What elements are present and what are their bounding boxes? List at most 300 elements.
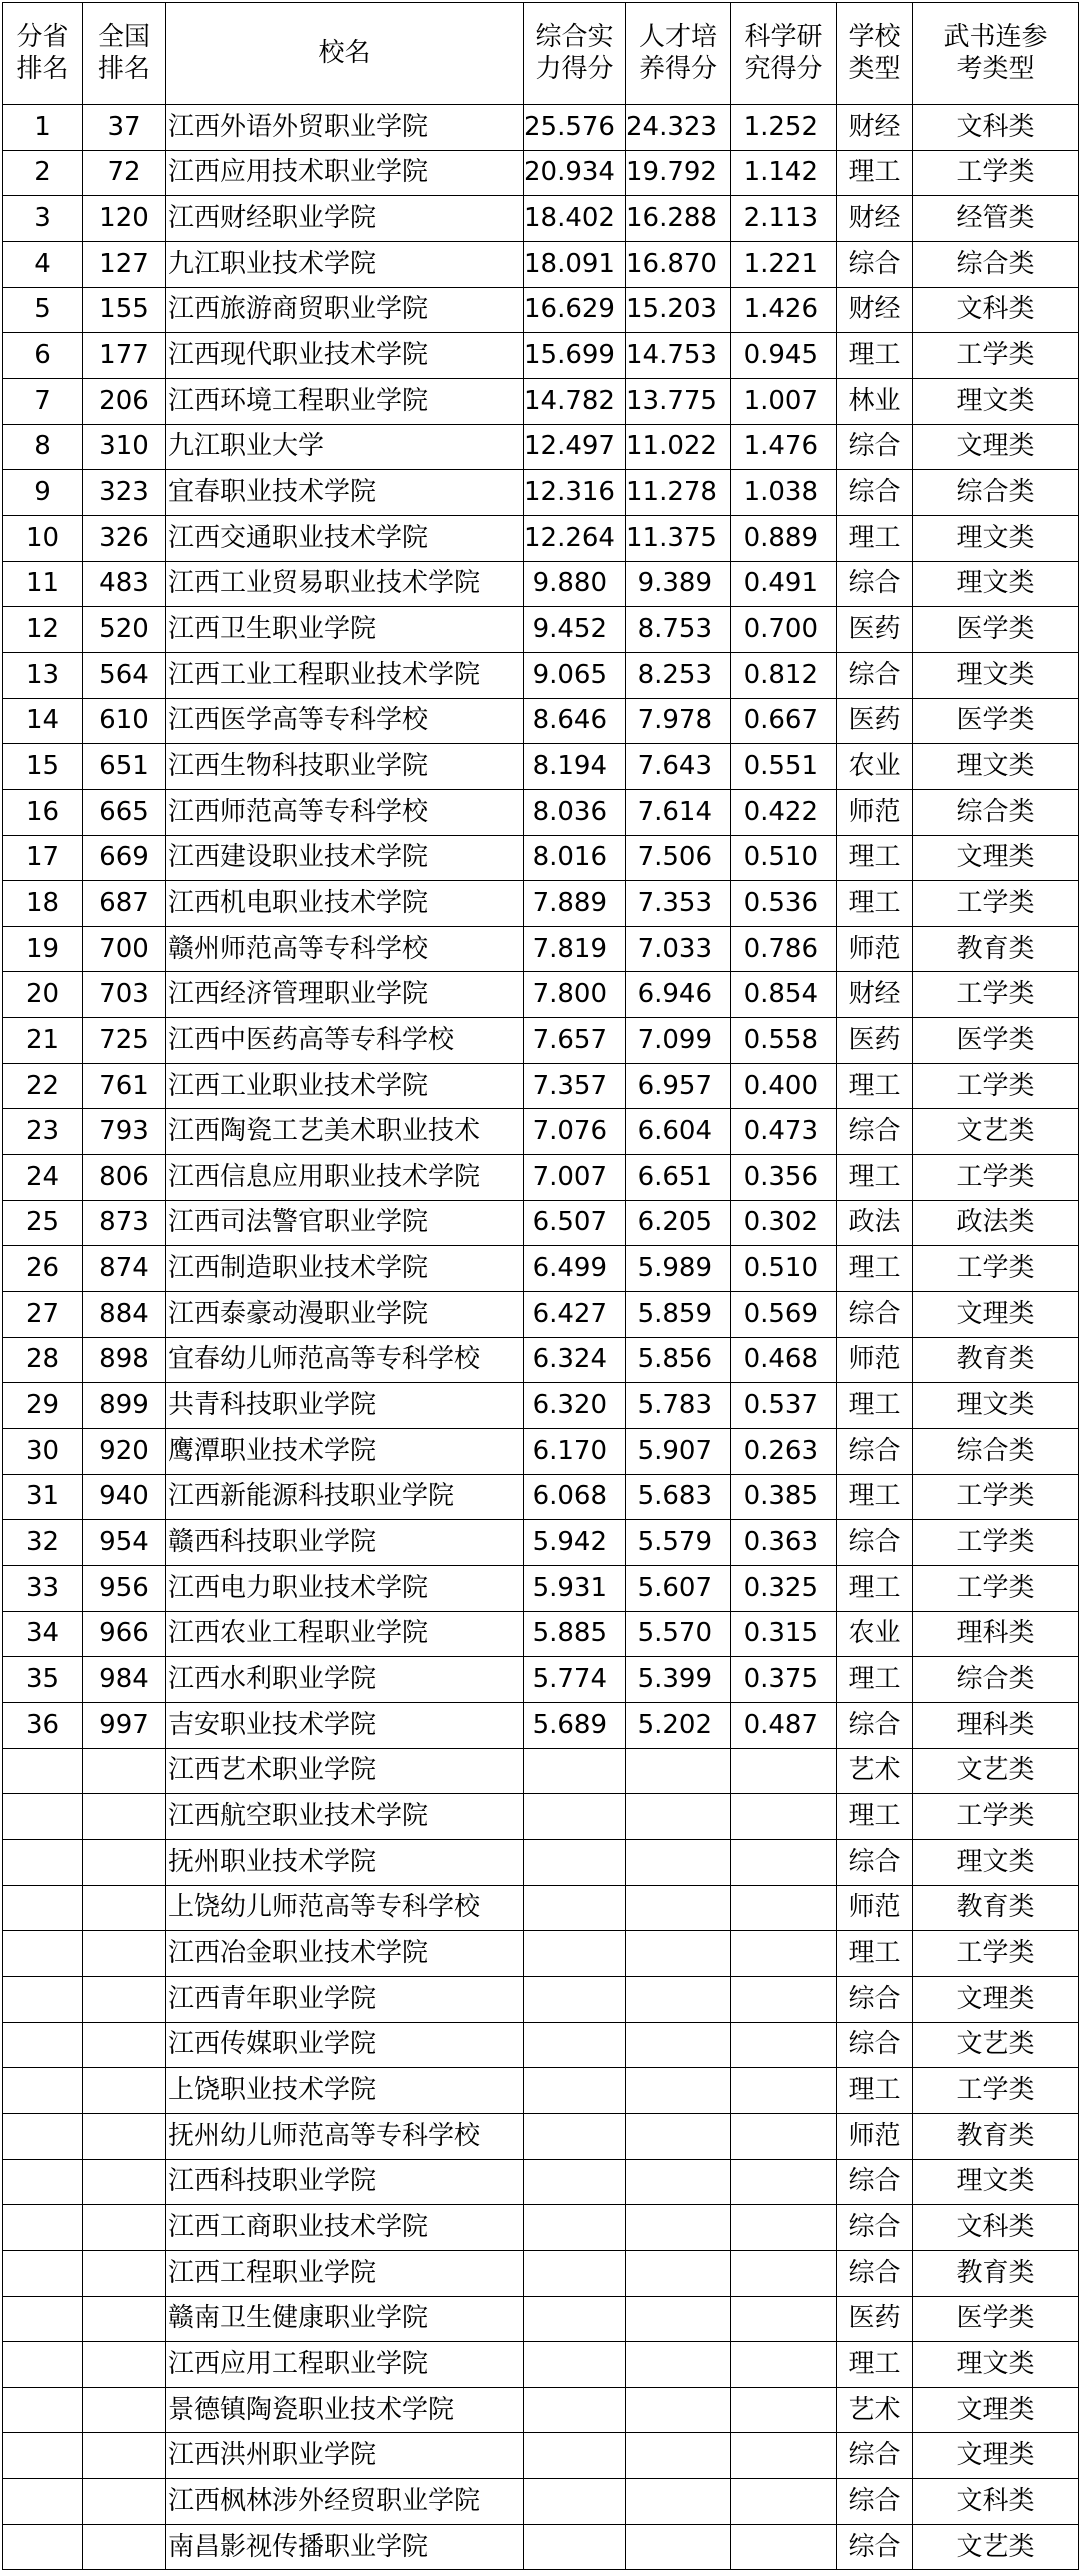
table-row: [3, 1383, 1079, 1429]
cell-total-score: 7.076: [524, 1109, 626, 1155]
cell-school-name: 江西经济管理职业学院: [166, 972, 524, 1018]
cell-wsl-type: 文科类: [913, 287, 1079, 333]
cell-talent-score: 15.203: [626, 287, 731, 333]
cell-total-score: [524, 2524, 626, 2570]
cell-talent-score: 16.288: [626, 196, 731, 242]
cell-prov-rank: 16: [3, 789, 83, 835]
table-row: [3, 1429, 1079, 1475]
cell-wsl-type: 教育类: [913, 2250, 1079, 2296]
cell-school-name: 江西传媒职业学院: [166, 2022, 524, 2068]
cell-school-name: 九江职业大学: [166, 424, 524, 470]
cell-total-score: [524, 1794, 626, 1840]
cell-talent-score: [626, 2387, 731, 2433]
cell-prov-rank: 12: [3, 607, 83, 653]
table-row: [3, 1200, 1079, 1246]
ranking-table: [2, 2, 1079, 2570]
cell-research-score: [731, 2524, 837, 2570]
cell-total-score: 7.357: [524, 1063, 626, 1109]
cell-talent-score: [626, 2205, 731, 2251]
cell-nat-rank: 703: [83, 972, 166, 1018]
cell-school-name: 江西司法警官职业学院: [166, 1200, 524, 1246]
table-row: [3, 1292, 1079, 1338]
cell-prov-rank: [3, 2296, 83, 2342]
cell-nat-rank: 564: [83, 652, 166, 698]
cell-prov-rank: [3, 1748, 83, 1794]
cell-total-score: 8.016: [524, 835, 626, 881]
cell-wsl-type: 工学类: [913, 1246, 1079, 1292]
cell-wsl-type: 文艺类: [913, 1109, 1079, 1155]
cell-school-name: 江西建设职业技术学院: [166, 835, 524, 881]
cell-talent-score: 7.099: [626, 1018, 731, 1064]
cell-prov-rank: [3, 2433, 83, 2479]
cell-school-name: 抚州职业技术学院: [166, 1839, 524, 1885]
cell-talent-score: 7.506: [626, 835, 731, 881]
cell-school-name: 江西财经职业学院: [166, 196, 524, 242]
cell-total-score: [524, 2387, 626, 2433]
cell-research-score: [731, 2296, 837, 2342]
cell-research-score: [731, 2022, 837, 2068]
cell-total-score: 7.819: [524, 926, 626, 972]
cell-research-score: 0.889: [731, 515, 837, 561]
cell-research-score: [731, 2068, 837, 2114]
cell-total-score: [524, 2205, 626, 2251]
cell-school-name: 江西旅游商贸职业学院: [166, 287, 524, 333]
cell-school-type: 理工: [837, 333, 913, 379]
cell-total-score: 9.452: [524, 607, 626, 653]
cell-nat-rank: [83, 2250, 166, 2296]
cell-talent-score: 5.399: [626, 1657, 731, 1703]
cell-nat-rank: 72: [83, 150, 166, 196]
cell-talent-score: 6.604: [626, 1109, 731, 1155]
cell-wsl-type: 教育类: [913, 1337, 1079, 1383]
cell-nat-rank: 700: [83, 926, 166, 972]
cell-school-type: 理工: [837, 835, 913, 881]
cell-research-score: 0.400: [731, 1063, 837, 1109]
cell-wsl-type: 文理类: [913, 835, 1079, 881]
cell-nat-rank: 966: [83, 1611, 166, 1657]
cell-research-score: 0.786: [731, 926, 837, 972]
table-row: [3, 1839, 1079, 1885]
cell-research-score: 1.426: [731, 287, 837, 333]
cell-talent-score: [626, 1976, 731, 2022]
cell-wsl-type: 文科类: [913, 105, 1079, 151]
cell-prov-rank: 21: [3, 1018, 83, 1064]
cell-prov-rank: 25: [3, 1200, 83, 1246]
cell-total-score: 16.629: [524, 287, 626, 333]
cell-school-name: 上饶幼儿师范高等专科学校: [166, 1885, 524, 1931]
cell-total-score: 14.782: [524, 378, 626, 424]
cell-wsl-type: 工学类: [913, 2068, 1079, 2114]
cell-wsl-type: 文科类: [913, 2205, 1079, 2251]
cell-nat-rank: 899: [83, 1383, 166, 1429]
cell-prov-rank: 32: [3, 1520, 83, 1566]
header-research-score: 科学研 究得分: [731, 3, 837, 105]
cell-research-score: 0.510: [731, 1246, 837, 1292]
cell-school-type: 理工: [837, 1383, 913, 1429]
cell-school-type: 师范: [837, 926, 913, 972]
cell-school-name: 江西医学高等专科学校: [166, 698, 524, 744]
cell-talent-score: 6.205: [626, 1200, 731, 1246]
cell-nat-rank: [83, 2479, 166, 2525]
cell-nat-rank: 310: [83, 424, 166, 470]
cell-prov-rank: [3, 1794, 83, 1840]
cell-wsl-type: 工学类: [913, 1520, 1079, 1566]
cell-school-type: 师范: [837, 1337, 913, 1383]
cell-prov-rank: 10: [3, 515, 83, 561]
cell-nat-rank: 954: [83, 1520, 166, 1566]
cell-talent-score: 11.375: [626, 515, 731, 561]
cell-talent-score: 7.033: [626, 926, 731, 972]
cell-prov-rank: 7: [3, 378, 83, 424]
cell-talent-score: [626, 2159, 731, 2205]
cell-school-name: 景德镇陶瓷职业技术学院: [166, 2387, 524, 2433]
cell-talent-score: 5.859: [626, 1292, 731, 1338]
cell-school-type: 财经: [837, 287, 913, 333]
cell-research-score: 0.263: [731, 1429, 837, 1475]
cell-research-score: 0.812: [731, 652, 837, 698]
cell-research-score: 0.385: [731, 1474, 837, 1520]
cell-school-type: 综合: [837, 561, 913, 607]
cell-nat-rank: 127: [83, 241, 166, 287]
cell-school-type: 林业: [837, 378, 913, 424]
table-row: [3, 287, 1079, 333]
cell-school-type: 综合: [837, 2250, 913, 2296]
cell-wsl-type: 医学类: [913, 2296, 1079, 2342]
cell-wsl-type: 文理类: [913, 1292, 1079, 1338]
cell-wsl-type: 理文类: [913, 1383, 1079, 1429]
cell-total-score: 9.880: [524, 561, 626, 607]
cell-talent-score: 14.753: [626, 333, 731, 379]
cell-school-name: 江西陶瓷工艺美术职业技术: [166, 1109, 524, 1155]
cell-total-score: 5.885: [524, 1611, 626, 1657]
header-row: [3, 3, 1079, 105]
cell-total-score: 5.931: [524, 1566, 626, 1612]
cell-prov-rank: [3, 1839, 83, 1885]
cell-talent-score: 5.783: [626, 1383, 731, 1429]
cell-school-type: 医药: [837, 2296, 913, 2342]
cell-nat-rank: [83, 2022, 166, 2068]
cell-school-type: 艺术: [837, 2387, 913, 2433]
cell-school-type: 综合: [837, 2524, 913, 2570]
cell-research-score: [731, 2387, 837, 2433]
cell-nat-rank: 651: [83, 744, 166, 790]
cell-school-type: 综合: [837, 1702, 913, 1748]
cell-wsl-type: 工学类: [913, 1063, 1079, 1109]
cell-school-type: 综合: [837, 2205, 913, 2251]
table-row: [3, 789, 1079, 835]
cell-prov-rank: [3, 1976, 83, 2022]
table-row: [3, 744, 1079, 790]
cell-wsl-type: 工学类: [913, 150, 1079, 196]
cell-nat-rank: 483: [83, 561, 166, 607]
cell-research-score: 1.252: [731, 105, 837, 151]
cell-talent-score: 7.614: [626, 789, 731, 835]
cell-wsl-type: 综合类: [913, 241, 1079, 287]
cell-school-type: 理工: [837, 150, 913, 196]
cell-prov-rank: 31: [3, 1474, 83, 1520]
cell-school-type: 师范: [837, 2113, 913, 2159]
cell-total-score: [524, 2068, 626, 2114]
cell-nat-rank: [83, 2387, 166, 2433]
cell-prov-rank: 8: [3, 424, 83, 470]
cell-talent-score: 5.570: [626, 1611, 731, 1657]
cell-nat-rank: 884: [83, 1292, 166, 1338]
cell-research-score: 0.363: [731, 1520, 837, 1566]
cell-school-type: 师范: [837, 789, 913, 835]
cell-research-score: 0.945: [731, 333, 837, 379]
cell-research-score: 1.007: [731, 378, 837, 424]
cell-talent-score: 5.856: [626, 1337, 731, 1383]
cell-nat-rank: 806: [83, 1155, 166, 1201]
cell-nat-rank: [83, 1794, 166, 1840]
cell-school-type: 综合: [837, 1109, 913, 1155]
cell-wsl-type: 工学类: [913, 333, 1079, 379]
cell-nat-rank: 206: [83, 378, 166, 424]
cell-total-score: 7.657: [524, 1018, 626, 1064]
cell-research-score: [731, 2479, 837, 2525]
cell-school-name: 江西现代职业技术学院: [166, 333, 524, 379]
cell-total-score: 15.699: [524, 333, 626, 379]
table-row: [3, 1246, 1079, 1292]
cell-talent-score: 8.753: [626, 607, 731, 653]
cell-total-score: [524, 2159, 626, 2205]
cell-total-score: 5.942: [524, 1520, 626, 1566]
cell-research-score: [731, 2159, 837, 2205]
cell-prov-rank: [3, 2250, 83, 2296]
cell-talent-score: 5.607: [626, 1566, 731, 1612]
cell-nat-rank: 898: [83, 1337, 166, 1383]
cell-prov-rank: [3, 1885, 83, 1931]
cell-wsl-type: 文艺类: [913, 2524, 1079, 2570]
cell-total-score: 8.194: [524, 744, 626, 790]
cell-total-score: 25.576: [524, 105, 626, 151]
cell-research-score: 0.302: [731, 1200, 837, 1246]
cell-research-score: [731, 1931, 837, 1977]
table-row: [3, 2159, 1079, 2205]
cell-talent-score: 5.907: [626, 1429, 731, 1475]
table-row: [3, 2433, 1079, 2479]
cell-prov-rank: 2: [3, 150, 83, 196]
cell-school-type: 综合: [837, 241, 913, 287]
cell-school-type: 财经: [837, 105, 913, 151]
cell-school-name: 江西水利职业学院: [166, 1657, 524, 1703]
cell-prov-rank: 9: [3, 470, 83, 516]
cell-total-score: [524, 1839, 626, 1885]
cell-prov-rank: [3, 2068, 83, 2114]
cell-wsl-type: 理文类: [913, 561, 1079, 607]
cell-research-score: [731, 2205, 837, 2251]
cell-nat-rank: 793: [83, 1109, 166, 1155]
cell-school-type: 医药: [837, 1018, 913, 1064]
cell-wsl-type: 教育类: [913, 2113, 1079, 2159]
cell-school-type: 综合: [837, 424, 913, 470]
cell-wsl-type: 理科类: [913, 1611, 1079, 1657]
cell-school-name: 江西艺术职业学院: [166, 1748, 524, 1794]
cell-wsl-type: 理文类: [913, 1839, 1079, 1885]
cell-wsl-type: 工学类: [913, 1155, 1079, 1201]
cell-research-score: [731, 1839, 837, 1885]
cell-total-score: 8.036: [524, 789, 626, 835]
cell-nat-rank: 761: [83, 1063, 166, 1109]
cell-wsl-type: 理文类: [913, 378, 1079, 424]
cell-school-type: 理工: [837, 881, 913, 927]
cell-talent-score: 24.323: [626, 105, 731, 151]
cell-total-score: [524, 1976, 626, 2022]
cell-research-score: [731, 1885, 837, 1931]
cell-prov-rank: 30: [3, 1429, 83, 1475]
cell-talent-score: 7.643: [626, 744, 731, 790]
cell-wsl-type: 工学类: [913, 1794, 1079, 1840]
cell-talent-score: 11.278: [626, 470, 731, 516]
cell-talent-score: 16.870: [626, 241, 731, 287]
table-row: [3, 2022, 1079, 2068]
cell-research-score: 0.551: [731, 744, 837, 790]
cell-talent-score: [626, 2433, 731, 2479]
cell-research-score: 0.468: [731, 1337, 837, 1383]
table-row: [3, 1566, 1079, 1612]
cell-research-score: [731, 1748, 837, 1794]
cell-school-name: 江西信息应用职业技术学院: [166, 1155, 524, 1201]
cell-total-score: 6.320: [524, 1383, 626, 1429]
cell-total-score: [524, 2296, 626, 2342]
cell-prov-rank: 6: [3, 333, 83, 379]
table-row: [3, 835, 1079, 881]
cell-talent-score: [626, 1931, 731, 1977]
cell-wsl-type: 理文类: [913, 652, 1079, 698]
cell-school-type: 综合: [837, 1520, 913, 1566]
cell-nat-rank: [83, 1885, 166, 1931]
table-row: [3, 1611, 1079, 1657]
cell-total-score: 6.170: [524, 1429, 626, 1475]
cell-nat-rank: [83, 2113, 166, 2159]
cell-total-score: [524, 2342, 626, 2388]
cell-school-name: 宜春职业技术学院: [166, 470, 524, 516]
cell-talent-score: [626, 2342, 731, 2388]
table-row: [3, 2296, 1079, 2342]
cell-talent-score: 6.946: [626, 972, 731, 1018]
cell-prov-rank: 20: [3, 972, 83, 1018]
table-row: [3, 1063, 1079, 1109]
cell-nat-rank: 37: [83, 105, 166, 151]
cell-nat-rank: [83, 1931, 166, 1977]
table-row: [3, 1155, 1079, 1201]
cell-wsl-type: 文理类: [913, 2387, 1079, 2433]
cell-research-score: 0.375: [731, 1657, 837, 1703]
table-row: [3, 2068, 1079, 2114]
cell-prov-rank: 27: [3, 1292, 83, 1338]
cell-prov-rank: [3, 2524, 83, 2570]
cell-research-score: [731, 1976, 837, 2022]
cell-talent-score: 7.978: [626, 698, 731, 744]
cell-talent-score: [626, 1839, 731, 1885]
cell-total-score: [524, 2022, 626, 2068]
cell-wsl-type: 综合类: [913, 1429, 1079, 1475]
cell-research-score: [731, 2113, 837, 2159]
cell-talent-score: [626, 2524, 731, 2570]
cell-total-score: 6.507: [524, 1200, 626, 1246]
table-row: [3, 105, 1079, 151]
cell-school-type: 综合: [837, 1976, 913, 2022]
cell-total-score: [524, 1748, 626, 1794]
table-row: [3, 1018, 1079, 1064]
cell-school-name: 江西航空职业技术学院: [166, 1794, 524, 1840]
cell-research-score: [731, 1794, 837, 1840]
cell-nat-rank: [83, 1839, 166, 1885]
cell-prov-rank: 28: [3, 1337, 83, 1383]
cell-school-name: 江西泰豪动漫职业学院: [166, 1292, 524, 1338]
cell-total-score: 7.889: [524, 881, 626, 927]
table-row: [3, 698, 1079, 744]
cell-school-name: 江西洪州职业学院: [166, 2433, 524, 2479]
cell-prov-rank: 34: [3, 1611, 83, 1657]
cell-school-name: 抚州幼儿师范高等专科学校: [166, 2113, 524, 2159]
cell-wsl-type: 综合类: [913, 789, 1079, 835]
cell-school-name: 江西电力职业技术学院: [166, 1566, 524, 1612]
cell-total-score: [524, 2433, 626, 2479]
cell-nat-rank: 725: [83, 1018, 166, 1064]
cell-talent-score: 5.579: [626, 1520, 731, 1566]
cell-research-score: 0.473: [731, 1109, 837, 1155]
cell-wsl-type: 医学类: [913, 607, 1079, 653]
cell-total-score: 7.800: [524, 972, 626, 1018]
cell-research-score: 0.558: [731, 1018, 837, 1064]
cell-research-score: 1.476: [731, 424, 837, 470]
cell-research-score: 0.536: [731, 881, 837, 927]
cell-school-name: 上饶职业技术学院: [166, 2068, 524, 2114]
cell-research-score: 0.569: [731, 1292, 837, 1338]
cell-school-type: 综合: [837, 652, 913, 698]
cell-research-score: 0.487: [731, 1702, 837, 1748]
cell-wsl-type: 政法类: [913, 1200, 1079, 1246]
cell-research-score: [731, 2433, 837, 2479]
table-row: [3, 378, 1079, 424]
cell-total-score: 20.934: [524, 150, 626, 196]
table-row: [3, 424, 1079, 470]
cell-school-type: 艺术: [837, 1748, 913, 1794]
cell-prov-rank: [3, 2342, 83, 2388]
cell-school-type: 综合: [837, 470, 913, 516]
cell-talent-score: 13.775: [626, 378, 731, 424]
cell-prov-rank: 19: [3, 926, 83, 972]
cell-school-name: 共青科技职业学院: [166, 1383, 524, 1429]
cell-wsl-type: 文理类: [913, 424, 1079, 470]
cell-nat-rank: 120: [83, 196, 166, 242]
cell-prov-rank: 15: [3, 744, 83, 790]
cell-school-name: 江西师范高等专科学校: [166, 789, 524, 835]
cell-talent-score: [626, 2022, 731, 2068]
header-school-name: 校名: [166, 3, 524, 105]
cell-wsl-type: 理文类: [913, 515, 1079, 561]
cell-school-type: 农业: [837, 744, 913, 790]
table-row: [3, 881, 1079, 927]
cell-school-name: 江西枫林涉外经贸职业学院: [166, 2479, 524, 2525]
cell-talent-score: [626, 2068, 731, 2114]
cell-wsl-type: 理文类: [913, 2342, 1079, 2388]
cell-total-score: 12.497: [524, 424, 626, 470]
cell-total-score: 5.689: [524, 1702, 626, 1748]
cell-talent-score: [626, 1885, 731, 1931]
cell-nat-rank: [83, 2205, 166, 2251]
table-row: [3, 470, 1079, 516]
cell-wsl-type: 文理类: [913, 2433, 1079, 2479]
table-row: [3, 515, 1079, 561]
cell-nat-rank: 323: [83, 470, 166, 516]
cell-total-score: 9.065: [524, 652, 626, 698]
cell-talent-score: 5.202: [626, 1702, 731, 1748]
cell-prov-rank: [3, 2479, 83, 2525]
cell-prov-rank: [3, 2159, 83, 2205]
cell-school-name: 江西冶金职业技术学院: [166, 1931, 524, 1977]
